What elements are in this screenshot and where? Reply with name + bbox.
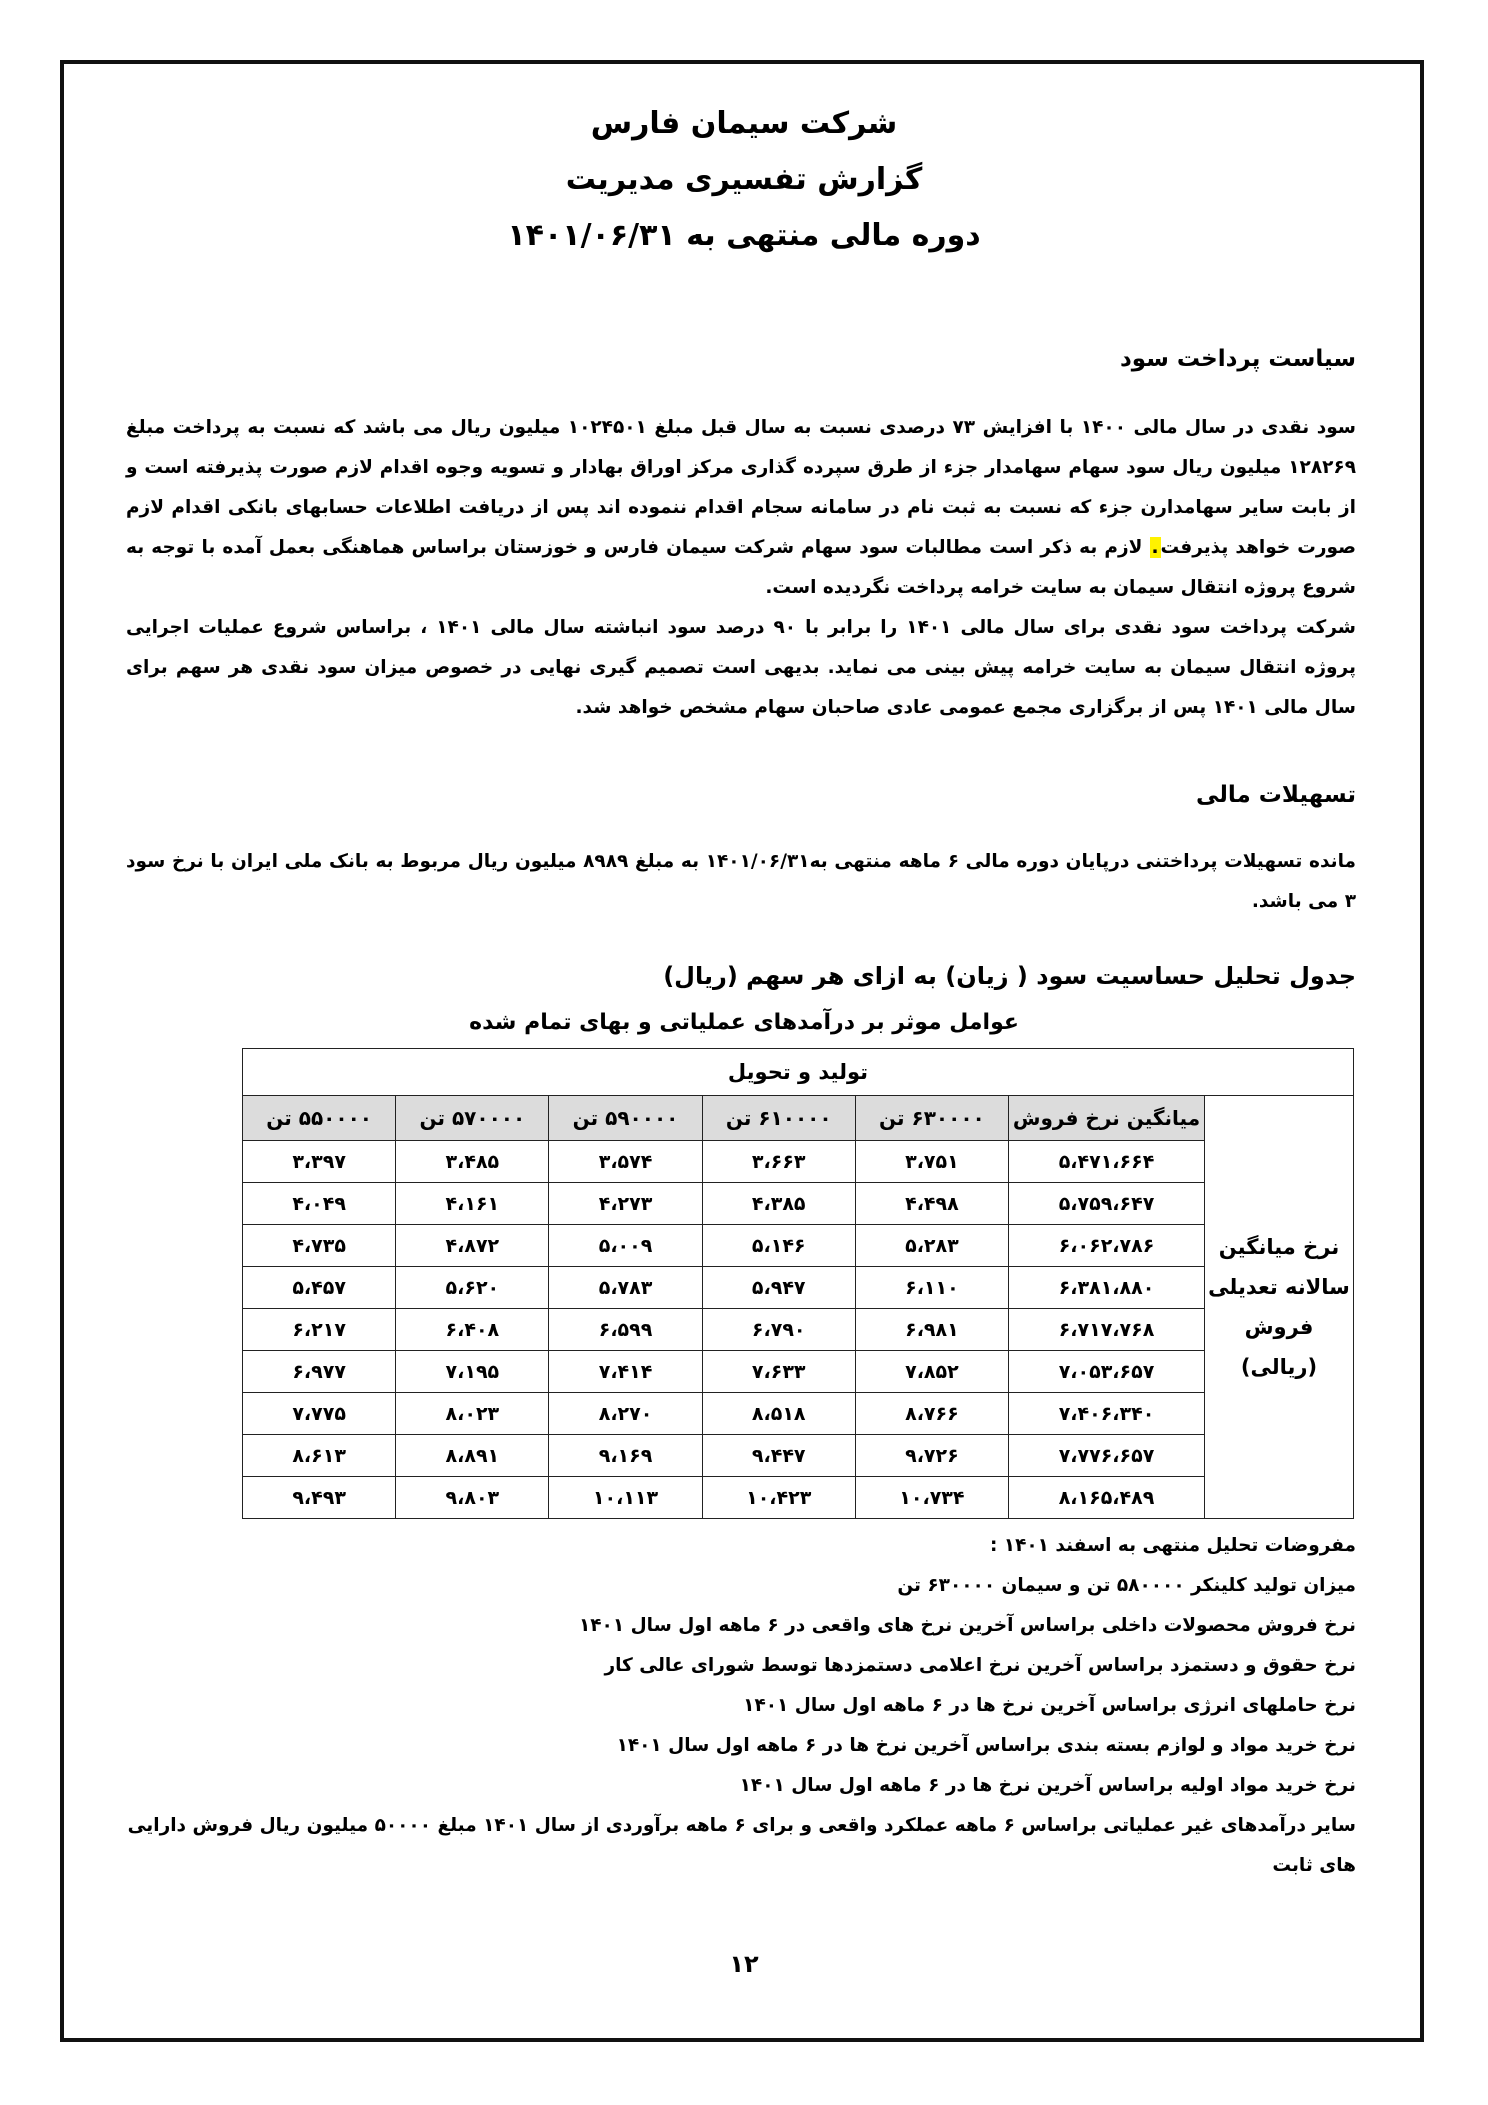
dividend-p1-start: سود نقدی در سال مالی ۱۴۰۰ با افزایش ۷۳ درصدی نسبت به سال قبل مبلغ ۱۰۲۴۵۰۱ میلیون ریال می باشد که نسبت به پرداخت مبلغ ۱۲۸۲۶۹ میلیون ریال سود سهام سهامدار جزء از طرق سپرده گذاری مرکز اوراق بهادار و تسویه وجوه اقدام لازم صورت پذیرفته است و از بابت سایر سهامدارن جزء که نسبت به ثبت نام در سامانه سجام اقدام ننموده اند پس از دریافت اطلاعات حسابهای بانکی اقدام لازم صورت خواهد پذیرفت: [126, 417, 1357, 558]
volume-header: ۶۱۰۰۰۰ تن: [702, 1096, 855, 1141]
value-cell: ۴،۳۸۵: [702, 1183, 855, 1225]
value-cell: ۶،۴۰۸: [396, 1309, 549, 1351]
rate-cell: ۶،۷۱۷،۷۶۸: [1009, 1309, 1205, 1351]
rate-cell: ۵،۴۷۱،۶۶۴: [1009, 1141, 1205, 1183]
assumption-item: نرخ فروش محصولات داخلی براساس آخرین نرخ های واقعی در ۶ ماهه اول سال ۱۴۰۱: [578, 1615, 1356, 1636]
rate-cell: ۷،۷۷۶،۶۵۷: [1009, 1435, 1205, 1477]
dividend-policy-text: [126, 408, 1356, 728]
company-name: شرکت سیمان فارس: [590, 106, 898, 141]
page-number: ۱۲: [729, 1950, 759, 1978]
assumption-item: نرخ خرید مواد اولیه براساس آخرین نرخ ها در ۶ ماهه اول سال ۱۴۰۱: [739, 1775, 1356, 1796]
value-cell: ۸،۷۶۶: [855, 1393, 1008, 1435]
table-row: [243, 1309, 1354, 1351]
value-cell: ۴،۸۷۲: [396, 1225, 549, 1267]
value-cell: ۹،۱۶۹: [549, 1435, 702, 1477]
value-cell: ۳،۷۵۱: [855, 1141, 1008, 1183]
value-cell: ۱۰،۱۱۳: [549, 1477, 702, 1519]
table-row: [243, 1477, 1354, 1519]
value-cell: ۵،۴۵۷: [243, 1267, 396, 1309]
value-cell: ۷،۱۹۵: [396, 1351, 549, 1393]
value-cell: ۳،۳۹۷: [243, 1141, 396, 1183]
table-row: [243, 1225, 1354, 1267]
rate-cell: ۶،۰۶۲،۷۸۶: [1009, 1225, 1205, 1267]
assumptions-title: مفروضات تحلیل منتهی به اسفند ۱۴۰۱ :: [989, 1535, 1356, 1556]
value-cell: ۷،۴۱۴: [549, 1351, 702, 1393]
volume-header: ۵۹۰۰۰۰ تن: [549, 1096, 702, 1141]
value-cell: ۶،۲۱۷: [243, 1309, 396, 1351]
value-cell: ۸،۲۷۰: [549, 1393, 702, 1435]
rate-cell: ۷،۰۵۳،۶۵۷: [1009, 1351, 1205, 1393]
facilities-paragraph: مانده تسهیلات پرداختنی درپایان دوره مالی ۶ ماهه منتهی به۱۴۰۱/۰۶/۳۱ به مبلغ ۸۹۸۹ میلیون ریال مربوط به بانک ملی ایران با نرخ سود ۳ می باشد.: [126, 851, 1356, 912]
rate-cell: ۵،۷۵۹،۶۴۷: [1009, 1183, 1205, 1225]
value-cell: ۸،۶۱۳: [243, 1435, 396, 1477]
value-cell: ۶،۹۸۱: [855, 1309, 1008, 1351]
report-period: دوره مالی منتهی به ۱۴۰۱/۰۶/۳۱: [507, 218, 981, 253]
value-cell: ۳،۵۷۴: [549, 1141, 702, 1183]
value-cell: ۵،۶۲۰: [396, 1267, 549, 1309]
value-cell: ۴،۲۷۳: [549, 1183, 702, 1225]
table-row: [243, 1267, 1354, 1309]
facilities-title: تسهیلات مالی: [1196, 782, 1356, 808]
value-cell: ۴،۷۳۵: [243, 1225, 396, 1267]
report-title: گزارش تفسیری مدیریت: [565, 162, 923, 197]
value-cell: ۳،۶۶۳: [702, 1141, 855, 1183]
value-cell: ۹،۴۴۷: [702, 1435, 855, 1477]
value-cell: ۱۰،۷۳۴: [855, 1477, 1008, 1519]
rate-cell: ۶،۳۸۱،۸۸۰: [1009, 1267, 1205, 1309]
table-row: [243, 1393, 1354, 1435]
value-cell: ۵،۰۰۹: [549, 1225, 702, 1267]
dividend-policy-title: سیاست پرداخت سود: [1119, 346, 1356, 372]
volume-header: ۵۷۰۰۰۰ تن: [396, 1096, 549, 1141]
highlight-mark: .: [1151, 537, 1159, 558]
assumption-item: نرخ خرید مواد و لوازم بسته بندی براساس آخرین نرخ ها در ۶ ماهه اول سال ۱۴۰۱: [616, 1735, 1356, 1756]
value-cell: ۳،۴۸۵: [396, 1141, 549, 1183]
volume-header: ۶۳۰۰۰۰ تن: [855, 1096, 1008, 1141]
table-row: [243, 1351, 1354, 1393]
value-cell: ۵،۷۸۳: [549, 1267, 702, 1309]
dividend-p1-end: لازم به ذکر است مطالبات سود سهام شرکت سیمان فارس و خوزستان براساس هماهنگی بعمل آمده با توجه به شروع پروژه انتقال سیمان به سایت خرامه پرداخت نگردیده است.: [126, 537, 1356, 598]
value-cell: ۱۰،۴۲۳: [702, 1477, 855, 1519]
report-header: [0, 96, 1488, 264]
value-cell: ۴،۴۹۸: [855, 1183, 1008, 1225]
value-cell: ۸،۸۹۱: [396, 1435, 549, 1477]
value-cell: ۵،۹۴۷: [702, 1267, 855, 1309]
value-cell: ۶،۹۷۷: [243, 1351, 396, 1393]
value-cell: ۹،۴۹۳: [243, 1477, 396, 1519]
rate-cell: ۸،۱۶۵،۴۸۹: [1009, 1477, 1205, 1519]
value-cell: ۹،۷۲۶: [855, 1435, 1008, 1477]
dividend-paragraph-1: [126, 408, 1356, 608]
rate-cell: ۷،۴۰۶،۳۴۰: [1009, 1393, 1205, 1435]
side-header: نرخ میانگین سالانه تعدیلی فروش (ریالی): [1205, 1096, 1354, 1519]
value-cell: ۷،۶۳۳: [702, 1351, 855, 1393]
value-cell: ۵،۱۴۶: [702, 1225, 855, 1267]
sensitivity-table: [242, 1048, 1354, 1519]
assumption-item: میزان تولید کلینکر ۵۸۰۰۰۰ تن و سیمان ۶۳۰۰۰۰ تن: [897, 1575, 1356, 1596]
value-cell: ۸،۵۱۸: [702, 1393, 855, 1435]
value-cell: ۵،۲۸۳: [855, 1225, 1008, 1267]
sensitivity-table-subtitle: عوامل موثر بر درآمدهای عملیاتی و بهای تمام شده: [469, 1010, 1019, 1035]
sensitivity-table-title: جدول تحلیل حساسیت سود ( زیان) به ازای هر سهم (ریال): [663, 962, 1356, 990]
value-cell: ۶،۱۱۰: [855, 1267, 1008, 1309]
facilities-text: [126, 842, 1356, 922]
assumption-item: سایر درآمدهای غیر عملیاتی براساس ۶ ماهه عملکرد واقعی و برای ۶ ماهه برآوردی از سال ۱۴۰۱ مبلغ ۵۰۰۰۰ میلیون ریال فروش دارایی های ثابت: [127, 1815, 1356, 1876]
value-cell: ۴،۰۴۹: [243, 1183, 396, 1225]
assumption-item: نرخ حقوق و دستمزد براساس آخرین نرخ اعلامی دستمزدها توسط شورای عالی کار: [604, 1655, 1356, 1676]
assumptions-block: [126, 1526, 1356, 1886]
table-row: [243, 1435, 1354, 1477]
value-cell: ۶،۵۹۹: [549, 1309, 702, 1351]
table-row: [243, 1183, 1354, 1225]
value-cell: ۸،۰۲۳: [396, 1393, 549, 1435]
dividend-paragraph-2: شرکت پرداخت سود نقدی برای سال مالی ۱۴۰۱ را برابر با ۹۰ درصد سود انباشته سال مالی ۱۴۰۱ ، براساس شروع عملیات اجرایی پروژه انتقال سیمان به سایت خرامه پیش بینی می نماید. بدیهی است تصمیم گیری نهایی در خصوص میزان سود نقدی هر سهم برای سال مالی ۱۴۰۱ پس از برگزاری مجمع عمومی عادی صاحبان سهام مشخص خواهد شد.: [126, 617, 1356, 718]
value-cell: ۷،۷۷۵: [243, 1393, 396, 1435]
assumption-item: نرخ حاملهای انرژی براساس آخرین نرخ ها در ۶ ماهه اول سال ۱۴۰۱: [743, 1695, 1356, 1716]
group-header: تولید و تحویل: [243, 1049, 1354, 1096]
table-row: [243, 1141, 1354, 1183]
value-cell: ۴،۱۶۱: [396, 1183, 549, 1225]
rate-header: میانگین نرخ فروش: [1009, 1096, 1205, 1141]
value-cell: ۷،۸۵۲: [855, 1351, 1008, 1393]
value-cell: ۹،۸۰۳: [396, 1477, 549, 1519]
value-cell: ۶،۷۹۰: [702, 1309, 855, 1351]
volume-header: ۵۵۰۰۰۰ تن: [243, 1096, 396, 1141]
